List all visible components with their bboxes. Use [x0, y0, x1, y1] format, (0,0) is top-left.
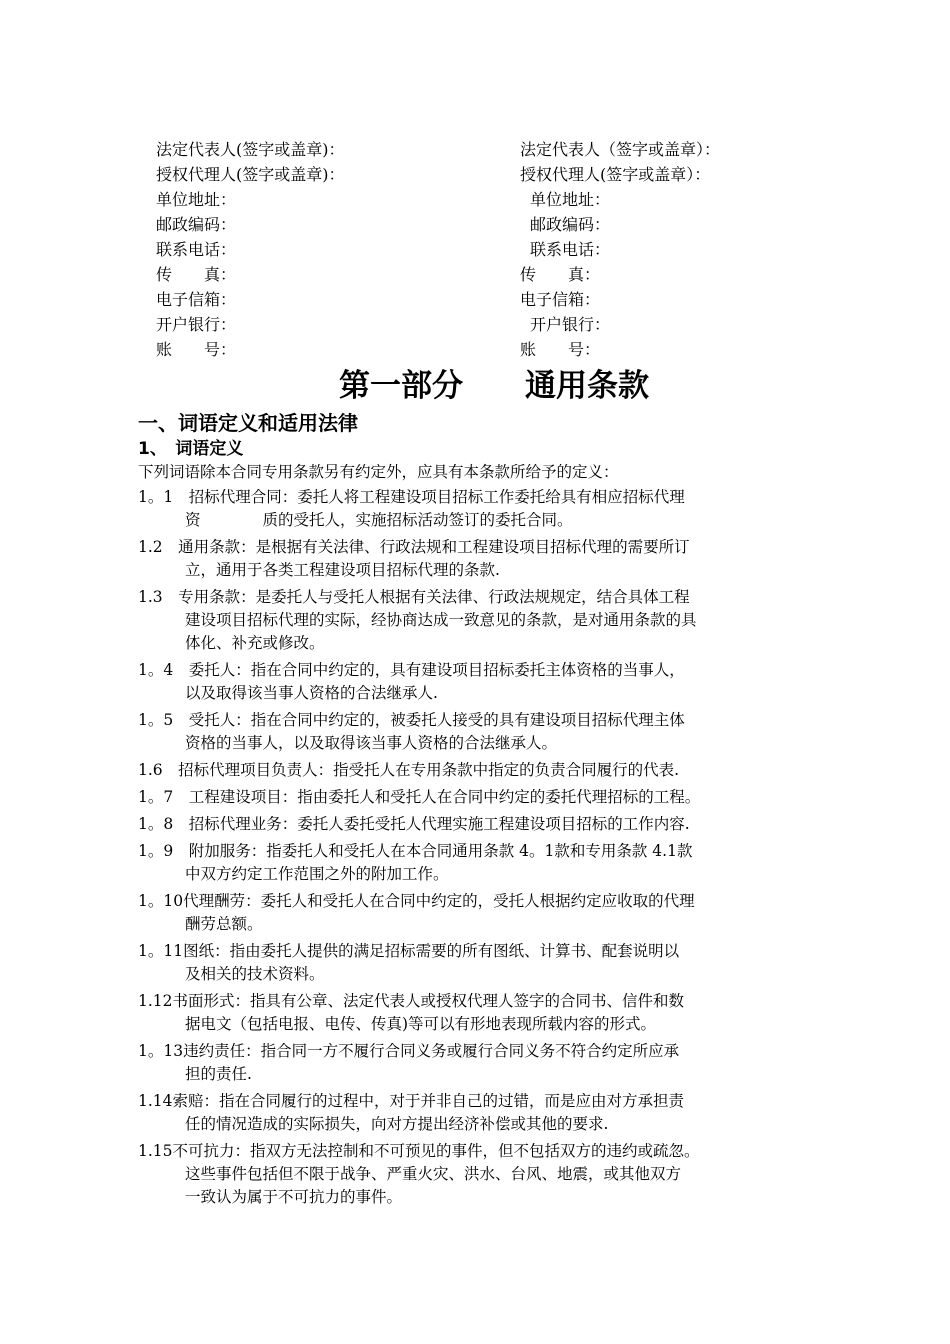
- definition-first-line: 1.14索赔：指在合同履行的过程中，对于并非自己的过错，而是应由对方承担责: [138, 1092, 685, 1110]
- definition-first-line: 1。9 附加服务：指委托人和受托人在本合同通用条款 4。1款和专用条款 4.1款: [138, 842, 693, 860]
- sig-address: 单位地址：: [156, 190, 237, 209]
- definition-continuation-line: 这些事件包括但不限于战争、严重火灾、洪水、台风、地震，或其他双方: [185, 1165, 682, 1183]
- definition-first-line: 1。7 工程建设项目：指由委托人和受托人在合同中约定的委托代理招标的工程。: [138, 788, 701, 806]
- definition-item: [138, 990, 838, 1036]
- sig-authorized-agent: 授权代理人(签字或盖章)：: [156, 165, 345, 184]
- definition-first-line: 1。4 委托人：指在合同中约定的，具有建设项目招标委托主体资格的当事人，: [138, 661, 685, 679]
- definition-first-line: 1.3 专用条款：是委托人与受托人根据有关法律、行政法规规定，结合具体工程: [138, 588, 690, 606]
- definition-item: [138, 709, 838, 755]
- signature-block-left: [156, 137, 345, 362]
- sig-authorized-agent: 授权代理人(签字或盖章）：: [520, 165, 711, 184]
- subsection-heading: 1、 词语定义: [138, 439, 244, 459]
- sig-phone: 联系电话：: [530, 240, 611, 259]
- definition-continuation-line: 一致认为属于不可抗力的事件。: [185, 1188, 403, 1206]
- definition-item: [138, 1040, 838, 1086]
- definition-continuation-line: 担的责任.: [185, 1065, 252, 1083]
- definition-continuation-line: 资 质的受托人，实施招标活动签订的委托合同。: [185, 511, 573, 529]
- sig-bank: 开户银行：: [530, 315, 611, 334]
- definition-first-line: 1。13违约责任：指合同一方不履行合同义务或履行合同义务不符合约定所应承: [138, 1042, 680, 1060]
- sig-bank: 开户银行：: [156, 315, 237, 334]
- definition-item: [138, 486, 838, 532]
- sig-postcode: 邮政编码：: [156, 215, 237, 234]
- definition-item: [138, 586, 838, 655]
- definition-first-line: 1.15不可抗力：指双方无法控制和不可预见的事件，但不包括双方的违约或疏忽。: [138, 1142, 700, 1160]
- sig-legal-rep: 法定代表人（签字或盖章）：: [520, 140, 721, 159]
- definition-item: [138, 786, 838, 809]
- definition-continuation-line: 以及取得该当事人资格的合法继承人.: [185, 684, 438, 702]
- part-title: 第一部分 通用条款: [339, 368, 649, 404]
- definition-continuation-line: 体化、补充或修改。: [185, 634, 325, 652]
- section-heading: 一、词语定义和适用法律: [138, 411, 358, 435]
- definition-continuation-line: 建设项目招标代理的实际，经协商达成一致意见的条款，是对通用条款的具: [185, 611, 697, 629]
- sig-postcode: 邮政编码：: [530, 215, 611, 234]
- sig-account: 账 号：: [156, 340, 237, 359]
- definition-item: [138, 759, 838, 782]
- definition-item: [138, 659, 838, 705]
- definition-continuation-line: 据电文（包括电报、电传、传真)等可以有形地表现所载内容的形式。: [185, 1015, 657, 1033]
- definition-first-line: 1。11图纸：指由委托人提供的满足招标需要的所有图纸、计算书、配套说明以: [138, 942, 680, 960]
- definition-continuation-line: 立，通用于各类工程建设项目招标代理的条款.: [185, 561, 500, 579]
- definitions-body: [138, 461, 838, 1213]
- sig-email: 电子信箱：: [156, 290, 237, 309]
- sig-legal-rep: 法定代表人(签字或盖章)：: [156, 140, 345, 159]
- definition-continuation-line: 任的情况造成的实际损失，向对方提出经济补偿或其他的要求.: [185, 1115, 609, 1133]
- definition-first-line: 1。10代理酬劳：委托人和受托人在合同中约定的，受托人根据约定应收取的代理: [138, 892, 695, 910]
- definition-list: [138, 486, 838, 1209]
- sig-phone: 联系电话：: [156, 240, 237, 259]
- definition-first-line: 1。1 招标代理合同：委托人将工程建设项目招标工作委托给具有相应招标代理: [138, 488, 685, 506]
- definition-item: [138, 1140, 838, 1209]
- definition-first-line: 1.6 招标代理项目负责人：指受托人在专用条款中指定的负责合同履行的代表.: [138, 761, 680, 779]
- signature-block-right: [520, 137, 720, 362]
- definition-continuation-line: 酬劳总额。: [185, 915, 263, 933]
- definition-item: [138, 840, 838, 886]
- definition-continuation-line: 资格的当事人，以及取得该当事人资格的合法继承人。: [185, 734, 558, 752]
- definition-item: [138, 813, 838, 836]
- sig-fax: 传 真：: [156, 265, 237, 284]
- definition-first-line: 1。8 招标代理业务：委托人委托受托人代理实施工程建设项目招标的工作内容.: [138, 815, 690, 833]
- definition-item: [138, 536, 838, 582]
- definition-item: [138, 890, 838, 936]
- intro-paragraph: 下列词语除本合同专用条款另有约定外，应具有本条款所给予的定义：: [138, 463, 619, 481]
- sig-account: 账 号：: [520, 340, 601, 359]
- sig-address: 单位地址：: [530, 190, 611, 209]
- definition-item: [138, 940, 838, 986]
- definition-continuation-line: 及相关的技术资料。: [185, 965, 325, 983]
- definition-first-line: 1。5 受托人：指在合同中约定的，被委托人接受的具有建设项目招标代理主体: [138, 711, 685, 729]
- definition-continuation-line: 中双方约定工作范围之外的附加工作。: [185, 865, 449, 883]
- sig-fax: 传 真：: [520, 265, 601, 284]
- definition-item: [138, 1090, 838, 1136]
- definition-first-line: 1.2 通用条款：是根据有关法律、行政法规和工程建设项目招标代理的需要所订: [138, 538, 690, 556]
- definition-first-line: 1.12书面形式：指具有公章、法定代表人或授权代理人签字的合同书、信件和数: [138, 992, 685, 1010]
- sig-email: 电子信箱：: [520, 290, 601, 309]
